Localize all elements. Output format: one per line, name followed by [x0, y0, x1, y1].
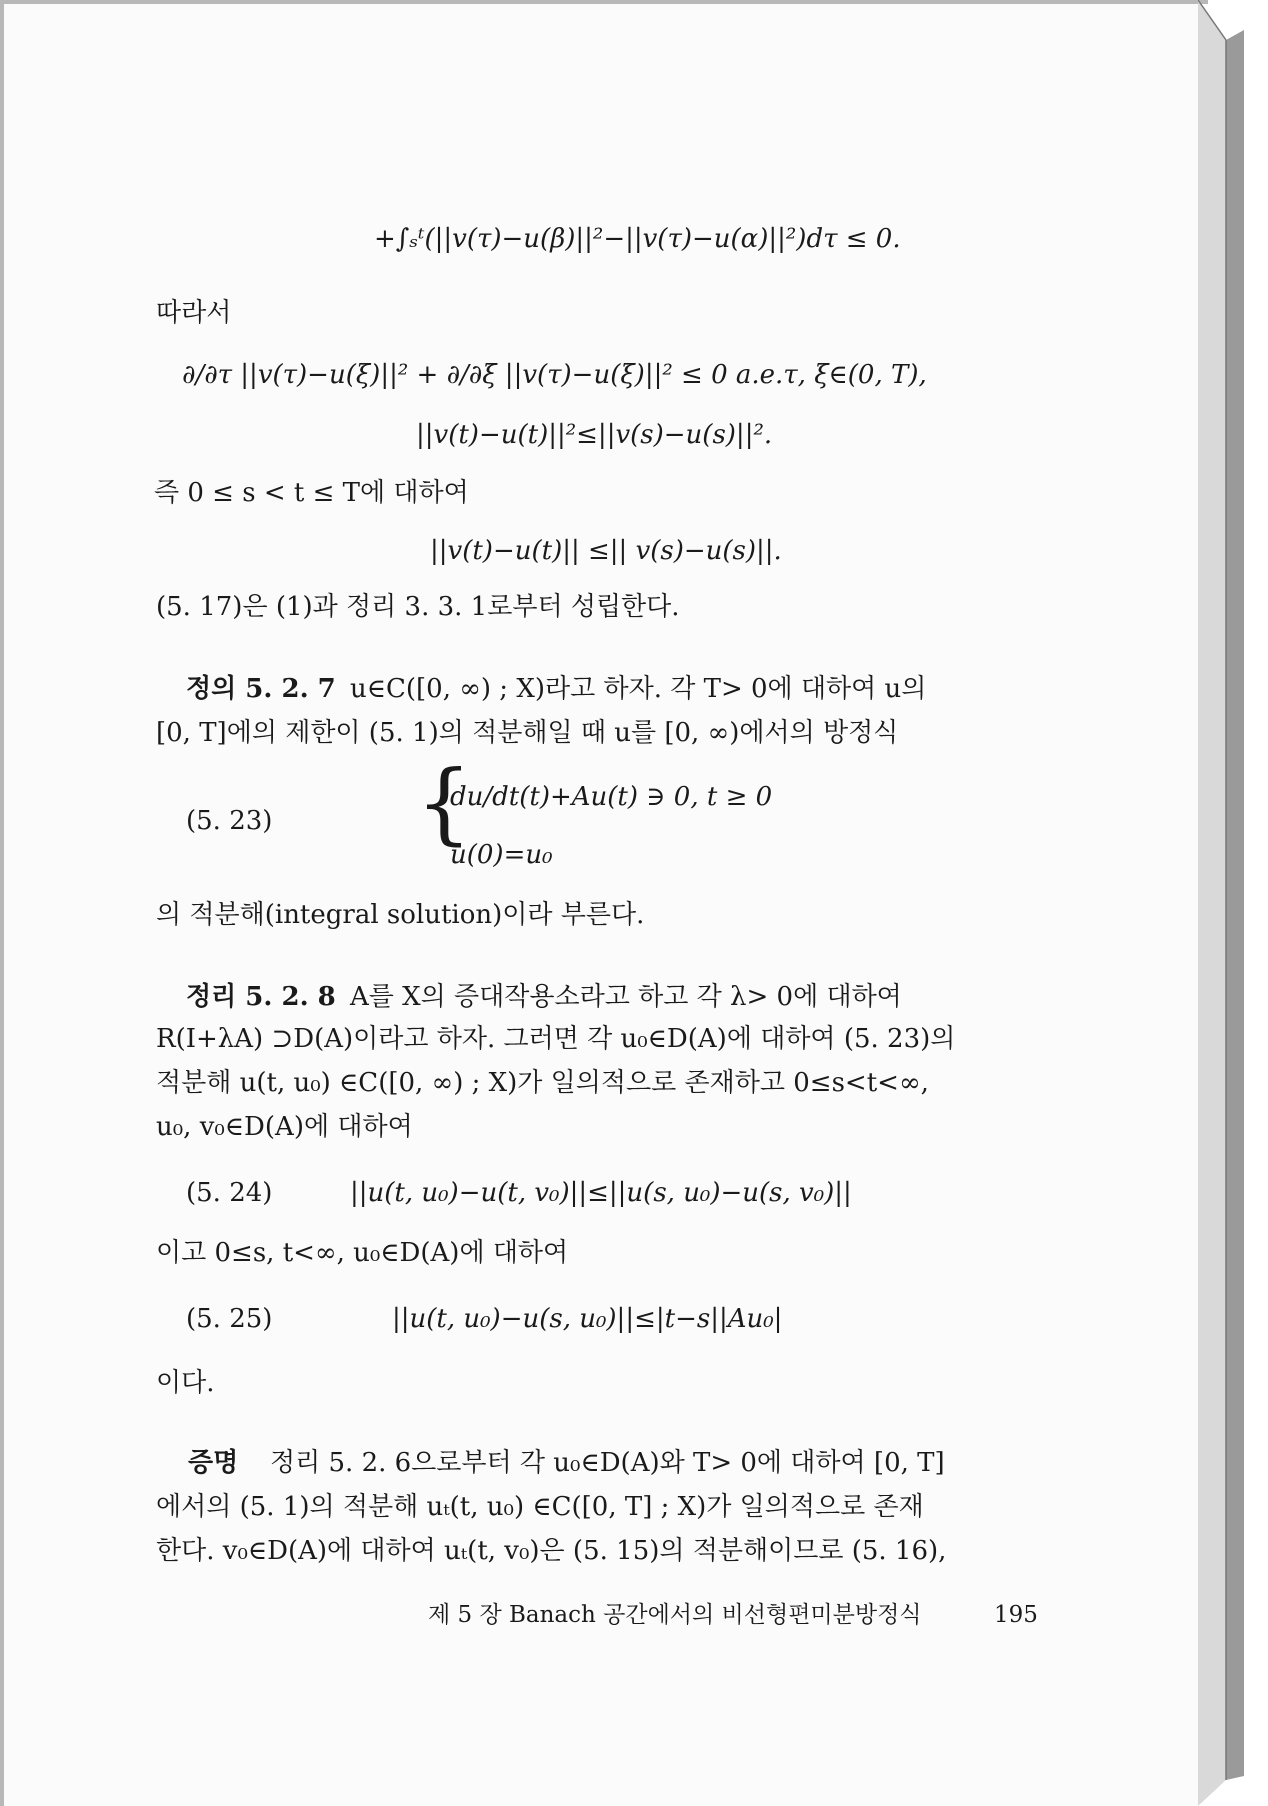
text-line: 이다. [156, 1368, 215, 1398]
equation-number: (5. 24) [186, 1178, 273, 1208]
equation-line: ||u(t, u₀)−u(s, u₀)||≤|t−s||Au₀| [392, 1304, 783, 1334]
equation-number: (5. 25) [186, 1304, 273, 1334]
equation-number: (5. 23) [186, 806, 273, 836]
equation-system-row: u(0)=u₀ [450, 840, 553, 870]
text-line: 즉 0 ≤ s < t ≤ T에 대하여 [154, 478, 469, 508]
equation-line-partial: ∂/∂τ ||v(τ)−u(ξ)||² + ∂/∂ξ ||v(τ)−u(ξ)||² ≤ 0 a.e.τ, ξ∈(0, T), [182, 360, 927, 390]
equation-system-row: du/dt(t)+Au(t) ∋ 0, t ≥ 0 [450, 782, 773, 812]
text-line: u∈C([0, ∞) ; X)라고 하자. 각 T> 0에 대하여 u의 [350, 674, 927, 704]
text-line: 한다. v₀∈D(A)에 대하여 uₜ(t, v₀)은 (5. 15)의 적분해이므로 (5. 16), [156, 1536, 947, 1566]
equation-line-integral: +∫ₛᵗ(||v(τ)−u(β)||²−||v(τ)−u(α)||²)dτ ≤ 0. [374, 224, 901, 254]
text-line: 따라서 [156, 298, 232, 328]
text-line: R(I+λA) ⊃D(A)이라고 하자. 그러면 각 u₀∈D(A)에 대하여 (5. 23)의 [156, 1024, 956, 1054]
text-line: 에서의 (5. 1)의 적분해 uₜ(t, u₀) ∈C([0, T] ; X)가 일의적으로 존재 [156, 1492, 924, 1522]
text-line: 이고 0≤s, t<∞, u₀∈D(A)에 대하여 [156, 1238, 569, 1268]
equation-line-norm: ||v(t)−u(t)|| ≤|| v(s)−u(s)||. [430, 536, 782, 566]
book-page [4, 4, 1198, 1806]
text-line: u₀, v₀∈D(A)에 대하여 [156, 1112, 413, 1142]
running-footer: 제 5 장 Banach 공간에서의 비선형편미분방정식 [428, 1602, 922, 1628]
text-line: [0, T]에의 제한이 (5. 1)의 적분해일 때 u를 [0, ∞)에서의 방정식 [156, 718, 899, 748]
text-line: 정리 5. 2. 6으로부터 각 u₀∈D(A)와 T> 0에 대하여 [0, T] [270, 1448, 945, 1478]
book-spine-edge [1198, 0, 1268, 1806]
proof-heading: 증명 [188, 1448, 239, 1478]
brace-symbol: { [416, 751, 472, 854]
theorem-heading: 정리 5. 2. 8 [186, 982, 336, 1012]
equation-line: ||u(t, u₀)−u(t, v₀)||≤||u(s, u₀)−u(s, v₀)|| [350, 1178, 852, 1208]
text-line: 의 적분해(integral solution)이라 부른다. [156, 900, 645, 930]
text-line: (5. 17)은 (1)과 정리 3. 3. 1로부터 성립한다. [156, 592, 680, 622]
text-line: A를 X의 증대작용소라고 하고 각 λ> 0에 대하여 [350, 982, 902, 1012]
page-number: 195 [994, 1602, 1038, 1628]
equation-line-norm-squared: ||v(t)−u(t)||²≤||v(s)−u(s)||². [416, 420, 773, 450]
definition-heading: 정의 5. 2. 7 [186, 674, 336, 704]
text-line: 적분해 u(t, u₀) ∈C([0, ∞) ; X)가 일의적으로 존재하고 0≤s<t<∞, [156, 1068, 929, 1098]
